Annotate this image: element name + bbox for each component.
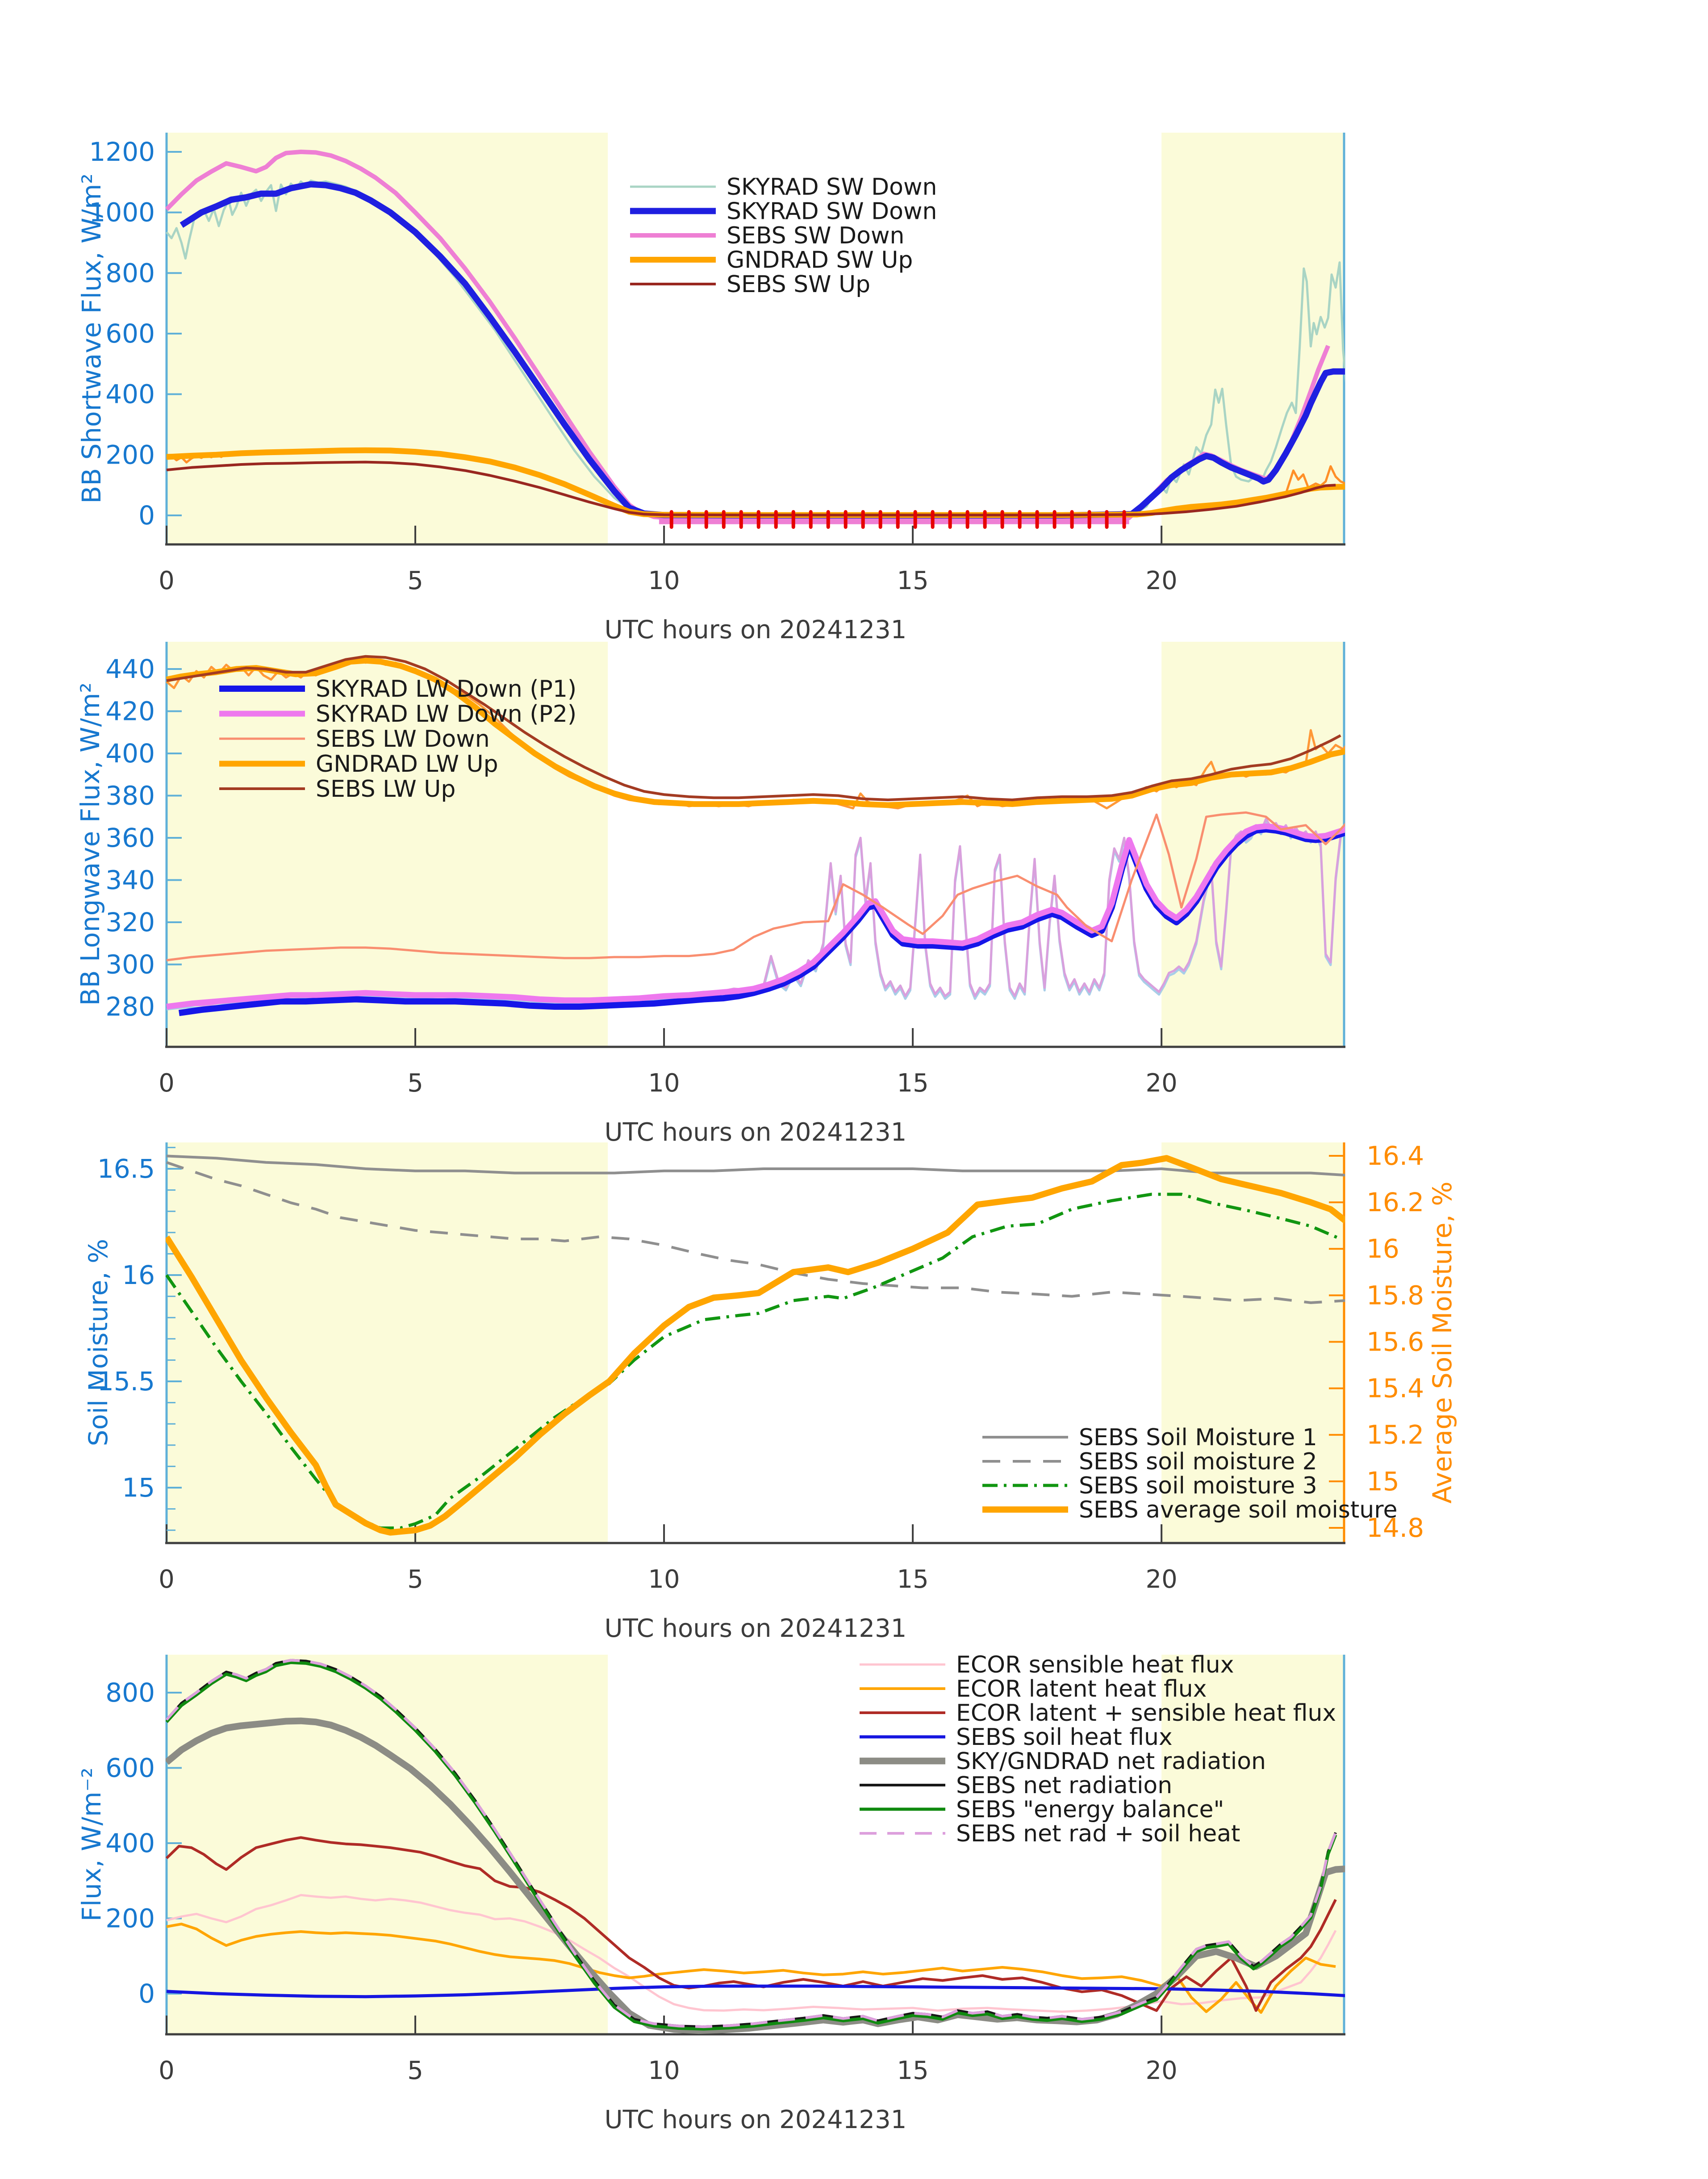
- x-tick-label: 0: [159, 1069, 175, 1098]
- x-tick-label: 0: [159, 566, 175, 595]
- p3-x-axis-label: UTC hours on 20241231: [604, 1614, 907, 1643]
- y-tick-label: 16.5: [97, 1154, 155, 1184]
- legend-label: SKYRAD SW Down: [727, 198, 937, 225]
- night-shading-band: [1161, 133, 1344, 544]
- panel-4: [105, 1652, 1353, 2085]
- legend-label: SEBS net rad + soil heat: [956, 1820, 1240, 1847]
- right-y-tick-label: 15.6: [1366, 1326, 1424, 1357]
- p2-y-axis-label: BB Longwave Flux, W/m²: [75, 682, 105, 1006]
- x-tick-label: 10: [648, 1565, 680, 1594]
- x-tick-label: 0: [159, 2056, 175, 2085]
- y-tick-label: 16: [122, 1260, 155, 1290]
- legend-entry-gndrad-sw-up: [630, 247, 913, 274]
- x-tick-label: 5: [407, 566, 423, 595]
- y-tick-label: 0: [138, 1978, 155, 2009]
- legend-entry-sebs-net-radiation: [860, 1772, 1172, 1799]
- legend-label: SKYRAD SW Down: [727, 174, 937, 201]
- legend-entry-sebs-soil-moisture-3: [982, 1472, 1317, 1499]
- legend-label: ECOR latent heat flux: [956, 1676, 1207, 1702]
- legend-entry-sebs-soil-moisture-2: [982, 1448, 1317, 1475]
- right-y-tick-label: 15.2: [1366, 1419, 1424, 1450]
- y-tick-label: 200: [105, 439, 155, 470]
- y-tick-label: 0: [138, 500, 155, 531]
- x-tick-label: 5: [407, 2056, 423, 2085]
- x-tick-label: 5: [407, 1069, 423, 1098]
- x-tick-label: 20: [1145, 566, 1178, 595]
- panel-3: [97, 1141, 1424, 1594]
- legend-entry-sky-gndrad-net-radiation: [860, 1748, 1266, 1775]
- legend-label: SEBS SW Down: [727, 222, 905, 249]
- legend-entry-ecor-sensible-heat-flux: [860, 1652, 1234, 1678]
- p1-y-axis-label: BB Shortwave Flux, W/m²: [76, 173, 107, 504]
- right-y-tick-label: 16.2: [1366, 1187, 1424, 1218]
- legend-entry-sebs-average-soil-moisture: [982, 1497, 1397, 1523]
- night-shading-band: [167, 1655, 608, 2034]
- y-tick-label: 340: [105, 865, 155, 895]
- x-tick-label: 10: [648, 566, 680, 595]
- legend-entry-ecor-latent-heat-flux: [860, 1676, 1207, 1702]
- legend-label: SKYRAD LW Down (P1): [316, 676, 577, 703]
- legend-label: SKYRAD LW Down (P2): [316, 701, 577, 728]
- legend-label: SEBS soil moisture 2: [1079, 1448, 1317, 1475]
- legend-label: SEBS "energy balance": [956, 1796, 1224, 1823]
- legend-entry-skyrad-sw-down: [630, 174, 937, 201]
- y-tick-label: 15: [122, 1472, 155, 1503]
- legend-label: SEBS soil moisture 3: [1079, 1472, 1317, 1499]
- legend-label: SEBS SW Up: [727, 271, 871, 298]
- x-tick-label: 5: [407, 1565, 423, 1594]
- p2-x-axis-label: UTC hours on 20241231: [604, 1118, 907, 1147]
- panel-1: [89, 133, 1358, 595]
- y-tick-label: 1000: [89, 197, 155, 228]
- y-tick-label: 400: [105, 379, 155, 410]
- y-tick-label: 1200: [89, 137, 155, 167]
- x-tick-label: 15: [897, 566, 929, 595]
- x-tick-label: 15: [897, 2056, 929, 2085]
- y-tick-label: 600: [105, 1752, 155, 1783]
- legend-label: SEBS soil heat flux: [956, 1724, 1173, 1751]
- x-tick-label: 0: [159, 1565, 175, 1594]
- legend-entry-sebs-soil-moisture-1: [982, 1424, 1317, 1451]
- night-shading-band: [1161, 642, 1344, 1047]
- legend-label: SEBS average soil moisture: [1079, 1497, 1398, 1523]
- legend-label: SEBS LW Down: [316, 726, 490, 753]
- x-tick-label: 10: [648, 2056, 680, 2085]
- x-tick-label: 10: [648, 1069, 680, 1098]
- x-tick-label: 20: [1145, 1565, 1178, 1594]
- y-tick-label: 800: [105, 258, 155, 289]
- right-y-tick-label: 14.8: [1366, 1512, 1424, 1543]
- y-tick-label: 800: [105, 1677, 155, 1708]
- p3-y-axis-label: Soil Moisture, %: [83, 1238, 113, 1447]
- p4-y-axis-label: Flux, W/m⁻²: [76, 1767, 107, 1922]
- right-y-tick-label: 16.4: [1366, 1141, 1424, 1171]
- legend-entry-sebs-sw-down: [630, 222, 904, 249]
- y-tick-label: 280: [105, 991, 155, 1022]
- legend-entry-sebs-soil-heat-flux: [860, 1724, 1173, 1751]
- legend-label: SKY/GNDRAD net radiation: [956, 1748, 1266, 1775]
- y-tick-label: 200: [105, 1903, 155, 1934]
- legend-entry-sebs-net-rad-soil-heat: [860, 1820, 1240, 1847]
- p3-right-y-axis-label: Average Soil Moisture, %: [1427, 1181, 1457, 1504]
- y-tick-label: 400: [105, 738, 155, 769]
- x-tick-label: 15: [897, 1565, 929, 1594]
- legend-label: GNDRAD LW Up: [316, 751, 498, 778]
- legend-entry-sebs-energy-balance-: [860, 1796, 1224, 1823]
- legend-label: GNDRAD SW Up: [727, 247, 913, 274]
- y-tick-label: 320: [105, 907, 155, 937]
- legend-label: ECOR sensible heat flux: [956, 1652, 1234, 1678]
- x-tick-label: 20: [1145, 1069, 1178, 1098]
- legend-label: SEBS Soil Moisture 1: [1079, 1424, 1317, 1451]
- y-tick-label: 360: [105, 823, 155, 853]
- right-y-tick-label: 15.4: [1366, 1373, 1424, 1404]
- night-shading-band: [167, 133, 608, 544]
- right-y-tick-label: 15: [1366, 1466, 1399, 1497]
- y-tick-label: 600: [105, 318, 155, 349]
- y-tick-label: 380: [105, 780, 155, 811]
- legend-entry-sebs-sw-up: [630, 271, 870, 298]
- y-tick-label: 400: [105, 1828, 155, 1858]
- legend-label: SEBS net radiation: [956, 1772, 1173, 1799]
- right-y-tick-label: 16: [1366, 1234, 1399, 1264]
- x-tick-label: 15: [897, 1069, 929, 1098]
- legend-entry-ecor-latent-sensible-heat-flux: [860, 1700, 1336, 1727]
- x-tick-label: 20: [1145, 2056, 1178, 2085]
- y-tick-label: 15.5: [97, 1366, 155, 1397]
- p4-x-axis-label: UTC hours on 20241231: [604, 2105, 907, 2134]
- legend-label: ECOR latent + sensible heat flux: [956, 1700, 1336, 1727]
- y-tick-label: 440: [105, 654, 155, 684]
- y-tick-label: 300: [105, 949, 155, 980]
- p1-x-axis-label: UTC hours on 20241231: [604, 615, 907, 644]
- legend-entry-skyrad-sw-down: [630, 198, 937, 225]
- y-tick-label: 420: [105, 696, 155, 727]
- panel-2: [105, 642, 1358, 1098]
- legend-label: SEBS LW Up: [316, 776, 456, 803]
- right-y-tick-label: 15.8: [1366, 1280, 1424, 1311]
